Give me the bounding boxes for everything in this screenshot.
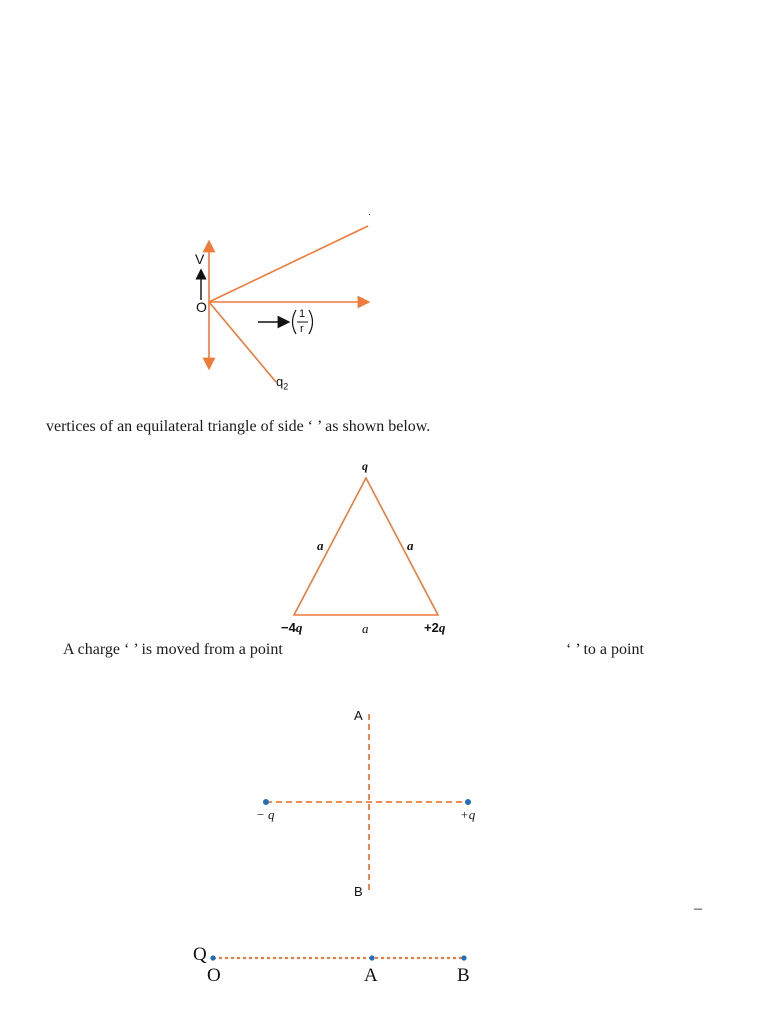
origin-label: O <box>196 299 207 315</box>
point-a-label: A <box>354 708 363 723</box>
text-line-2-start: A charge ‘ ’ is moved from a point <box>63 641 283 658</box>
point-a-label-line: A <box>364 965 378 986</box>
upper-line-tick: . <box>368 207 371 218</box>
y-axis-label: V <box>195 251 205 267</box>
fraction-denominator: r <box>300 323 304 335</box>
triangle-right-side-label: a <box>407 538 414 553</box>
point-b-label-line: B <box>457 965 470 986</box>
point-b-dot <box>461 955 466 960</box>
point-o-dot <box>210 955 215 960</box>
stray-dash: – <box>694 900 702 917</box>
negative-charge-label: − q <box>256 807 275 822</box>
lower-line-label: $q_2$ <box>276 374 289 392</box>
triangle-bottom-side-label: a <box>362 621 369 636</box>
positive-charge-label: +q <box>460 807 476 822</box>
text-line-2-end: ‘ ’ to a point <box>566 641 644 658</box>
triangle-bottom-left-charge: −4q <box>281 620 303 635</box>
point-a-dot <box>369 955 374 960</box>
text-line-1: vertices of an equilateral triangle of side ‘ ’ as shown below. <box>46 418 431 435</box>
charge-q-label: Q <box>193 944 207 965</box>
point-b-label: B <box>354 884 363 899</box>
point-o-label: O <box>207 965 221 986</box>
fraction-numerator: 1 <box>299 308 306 320</box>
triangle-top-charge: q <box>362 459 368 473</box>
triangle-bottom-right-charge: +2q <box>424 620 446 635</box>
triangle-left-side-label: a <box>317 538 324 553</box>
